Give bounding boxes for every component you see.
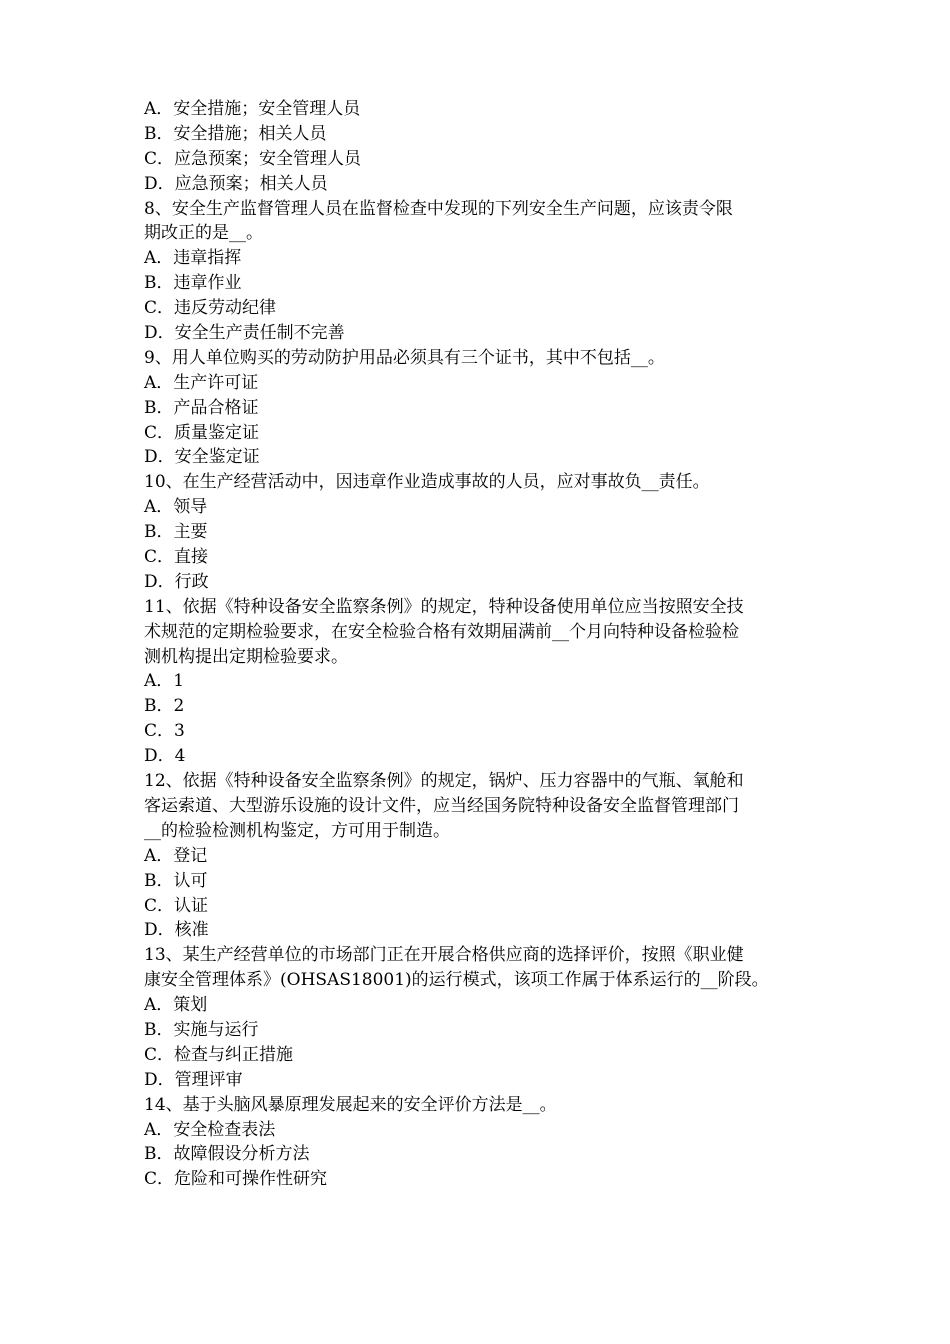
- text-line: A．策划: [144, 995, 208, 1016]
- text-line: 康安全管理体系》(OHSAS18001)的运行模式，该项工作属于体系运行的__阶段。: [144, 970, 769, 991]
- text-line: A．生产许可证: [144, 372, 259, 393]
- text-line: A．1: [144, 671, 185, 692]
- text-line: A．安全措施；安全管理人员: [144, 99, 361, 119]
- text-line: A．登记: [144, 845, 208, 866]
- text-line: 9、用人单位购买的劳动防护用品必须具有三个证书，其中不包括__。: [144, 347, 665, 368]
- text-line: A．安全检查表法: [144, 1119, 276, 1140]
- text-line: D．安全鉴定证: [144, 447, 260, 468]
- text-line: C．危险和可操作性研究: [144, 1169, 328, 1190]
- text-line: D．安全生产责任制不完善: [144, 323, 345, 344]
- text-line: C．直接: [144, 547, 209, 568]
- text-line: A．违章指挥: [144, 248, 242, 269]
- text-line: B．故障假设分析方法: [144, 1144, 310, 1165]
- text-line: C．检查与纠正措施: [144, 1044, 294, 1065]
- text-line: __的检验检测机构鉴定，方可用于制造。: [144, 820, 450, 841]
- text-line: D．行政: [144, 571, 209, 592]
- text-line: 12、依据《特种设备安全监察条例》的规定，锅炉、压力容器中的气瓶、氧舱和: [144, 771, 744, 792]
- text-line: B．产品合格证: [144, 397, 259, 418]
- text-line: 10、在生产经营活动中，因违章作业造成事故的人员，应对事故负__责任。: [144, 472, 710, 493]
- text-line: 13、某生产经营单位的市场部门正在开展合格供应商的选择评价，按照《职业健: [144, 945, 744, 966]
- text-line: D．核准: [144, 920, 209, 941]
- text-line: 14、基于头脑风暴原理发展起来的安全评价方法是__。: [144, 1094, 557, 1115]
- text-line: B．主要: [144, 522, 208, 543]
- text-line: B．2: [144, 696, 185, 717]
- text-line: C．应急预案；安全管理人员: [144, 148, 362, 169]
- text-line: 客运索道、大型游乐设施的设计文件，应当经国务院特种设备安全监督管理部门: [144, 795, 739, 816]
- text-line: B．违章作业: [144, 273, 242, 294]
- text-line: 术规范的定期检验要求，在安全检验合格有效期届满前__个月向特种设备检验检: [144, 621, 739, 642]
- text-line: D．管理评审: [144, 1069, 243, 1090]
- text-line: B．实施与运行: [144, 1019, 259, 1040]
- text-line: B．认可: [144, 870, 208, 891]
- document-body: [144, 97, 819, 1192]
- text-line: C．3: [144, 721, 185, 742]
- text-line: B．安全措施；相关人员: [144, 123, 327, 144]
- text-line: D．应急预案；相关人员: [144, 173, 328, 194]
- text-line: A．领导: [144, 497, 208, 518]
- text-line: 测机构提出定期检验要求。: [144, 646, 348, 667]
- text-line: 11、依据《特种设备安全监察条例》的规定，特种设备使用单位应当按照安全技: [144, 596, 744, 617]
- text-line: 8、安全生产监督管理人员在监督检查中发现的下列安全生产问题，应该责令限: [144, 198, 733, 219]
- text-line: D．4: [144, 746, 186, 767]
- text-line: C．认证: [144, 895, 209, 916]
- text-line: C．违反劳动纪律: [144, 298, 277, 319]
- text-line: 期改正的是__。: [144, 223, 263, 244]
- text-line: C．质量鉴定证: [144, 422, 260, 443]
